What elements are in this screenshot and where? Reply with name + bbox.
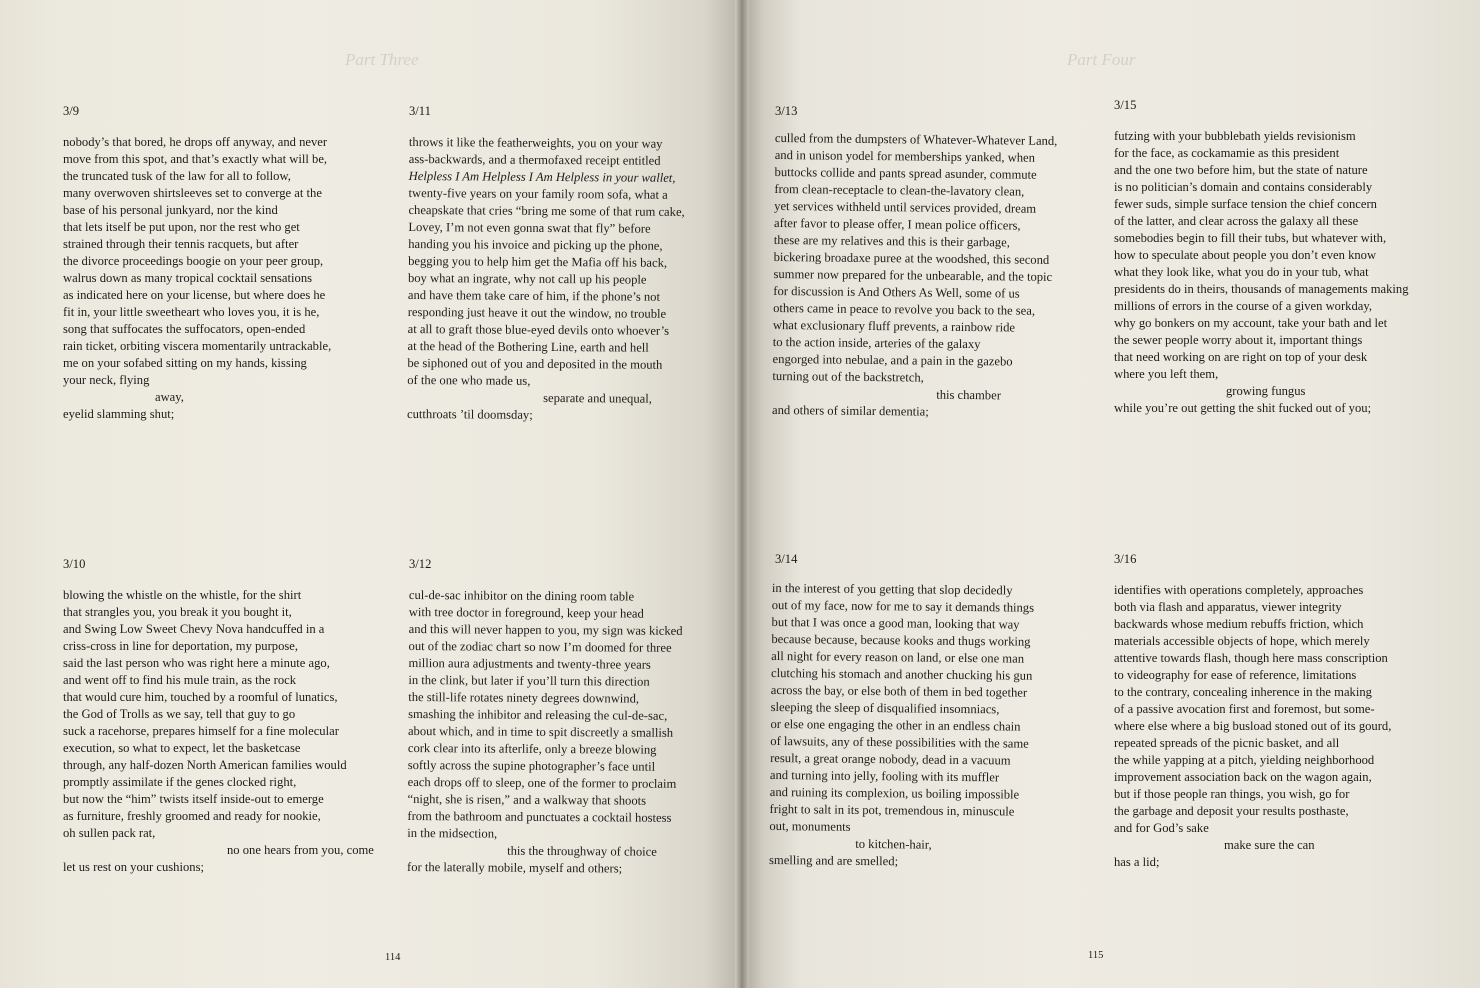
- text-line: promptly assimilate if the genes clocked right,: [63, 775, 297, 789]
- text-line: the truncated tusk of the law for all to follow,: [63, 169, 291, 183]
- text-line: the still-life rotates ninety degrees downwind,: [408, 689, 640, 706]
- text-line: move from this spot, and that’s exactly what will be,: [63, 152, 328, 166]
- text-line: walrus down as many tropical cocktail sensations: [63, 271, 313, 285]
- text-line: both via flash and apparatus, viewer integrity: [1114, 600, 1342, 614]
- text-line: base of his personal junkyard, nor the kind: [63, 203, 278, 217]
- text-line: through, any half-dozen North American families would: [63, 758, 347, 772]
- text-line: about which, and in time to spit discreetly a smallish: [407, 723, 674, 740]
- text-line: blowing the whistle on the whistle, for the shirt: [63, 588, 302, 602]
- text-line: what exclusionary fluff prevents, a rainbow ride: [772, 317, 1016, 335]
- text-line: where else where a big busload stoned out of its gourd,: [1114, 719, 1392, 733]
- entry-text: [63, 587, 374, 876]
- page-number: 114: [385, 952, 401, 963]
- entry-text: [1114, 582, 1391, 871]
- text-line: attentive towards flash, though here mass conscription: [1114, 651, 1388, 665]
- text-line: presidents do in theirs, thousands of managements making: [1114, 282, 1409, 296]
- book-gutter: [735, 0, 749, 988]
- text-line: with tree doctor in foreground, keep your head: [408, 604, 644, 621]
- text-line: result, a great orange nobody, dead in a vacuum: [770, 750, 1011, 768]
- text-line: the garbage and deposit your results posthaste,: [1114, 804, 1349, 818]
- text-line: cul-de-sac inhibitor on the dining room table: [408, 588, 635, 604]
- text-line: somebodies begin to fill their tubs, but whatever with,: [1114, 231, 1387, 245]
- text-line: song that suffocates the suffocators, open-ended: [63, 322, 306, 336]
- entry-date: 3/12: [409, 557, 432, 571]
- text-line: fright to salt in its pot, tremendous in, minuscule: [769, 801, 1015, 819]
- text-line: identifies with operations completely, approaches: [1114, 583, 1364, 597]
- text-line: for the face, as cockamamie as this president: [1114, 146, 1340, 160]
- text-line: “night, she is risen,” and a walkway that shoots: [407, 791, 647, 808]
- text-line: said the last person who was right here a minute ago,: [63, 656, 330, 670]
- text-line: smashing the inhibitor and releasing the cul-de-sac,: [408, 706, 668, 723]
- text-line: as furniture, freshly groomed and ready for nookie,: [63, 809, 321, 823]
- text-line: has a lid;: [1114, 855, 1160, 869]
- entry-text: [63, 134, 331, 423]
- text-line: your neck, flying: [63, 373, 150, 387]
- text-line: and in unison yodel for memberships yanked, when: [774, 147, 1036, 165]
- text-line: no one hears from you, come: [227, 843, 374, 857]
- text-line: let us rest on your cushions;: [63, 860, 204, 874]
- text-line: cutthroats ’til doomsday;: [406, 406, 533, 422]
- text-line: in the interest of you getting that slop decidedly: [771, 580, 1013, 598]
- text-line: each drops off to sleep, one of the former to proclaim: [407, 774, 677, 791]
- text-line: sleeping the sleep of disqualified insomniacs,: [770, 699, 1000, 717]
- text-line: of a passive avocation first and foremost, but some-: [1114, 702, 1375, 716]
- text-line: and others of similar dementia;: [771, 402, 929, 419]
- text-line: repeated spreads of the picnic basket, and all: [1114, 736, 1340, 750]
- text-line: and have them take care of him, if the phone’s not: [407, 287, 661, 304]
- text-line: futzing with your bubblebath yields revisionism: [1114, 129, 1356, 143]
- text-line: how to speculate about people you don’t even know: [1114, 248, 1377, 262]
- entry-date: 3/9: [63, 104, 80, 118]
- text-line: the divorce proceedings boogie on your peer group,: [63, 254, 324, 268]
- text-line: of the one who made us,: [407, 372, 531, 388]
- text-line: execution, so what to expect, let the basketcase: [63, 741, 301, 755]
- entry-date: 3/11: [409, 104, 431, 118]
- text-line: the sewer people worry about it, important things: [1114, 333, 1363, 347]
- entry-text: [407, 587, 683, 878]
- text-line: smelling and are smelled;: [768, 852, 899, 869]
- text-line: to the action inside, arteries of the galaxy: [772, 334, 981, 352]
- entry-date: 3/15: [1114, 98, 1137, 112]
- text-line: across the bay, or else both of them in bed together: [770, 682, 1028, 700]
- text-line: after favor to please offer, I mean police officers,: [773, 215, 1021, 233]
- text-line: Lovey, I’m not even gonna swat that fly” before: [408, 219, 651, 236]
- text-line: because because, because kooks and thugs working: [771, 631, 1031, 649]
- text-line: summer now prepared for the unbearable, and the topic: [773, 266, 1053, 284]
- text-line: criss-cross in line for deportation, my purpose,: [63, 639, 299, 653]
- text-line: be siphoned out of you and deposited in the mouth: [407, 355, 663, 372]
- text-line: cheapskate that cries “bring me some of that rum cake,: [408, 202, 685, 219]
- text-line: suck a racehorse, prepares himself for a fine molecular: [63, 724, 339, 738]
- text-line: is no politician’s domain and contains considerably: [1114, 180, 1373, 194]
- text-line: where you left them,: [1114, 367, 1219, 381]
- text-line: make sure the can: [1224, 838, 1315, 852]
- text-line: to kitchen-hair,: [855, 836, 932, 852]
- text-line: this the throughway of choice: [507, 843, 657, 859]
- ghost-header-right: Part Four: [1067, 50, 1136, 69]
- text-line: away,: [155, 390, 184, 404]
- text-line: and Swing Low Sweet Chevy Nova handcuffed in a: [63, 622, 325, 636]
- text-line: Helpless I Am Helpless I Am Helpless in your wallet,: [408, 168, 676, 185]
- entry-text: [772, 130, 1057, 422]
- text-line: begging you to help him get the Mafia off his back,: [408, 253, 668, 270]
- text-line: from the bathroom and punctuates a cocktail hostess: [407, 808, 672, 825]
- entry-date: 3/14: [775, 552, 798, 566]
- text-line: nobody’s that bored, he drops off anyway, and never: [63, 135, 328, 149]
- text-line: me on your sofabed sitting on my hands, kissing: [63, 356, 307, 370]
- text-line: turning out of the backstretch,: [772, 368, 924, 385]
- text-line: for the laterally mobile, myself and others;: [406, 859, 623, 876]
- text-line: and went off to find his mule train, as the rock: [63, 673, 297, 687]
- text-line: boy what an ingrate, why not call up his people: [407, 270, 647, 287]
- text-line: and for God’s sake: [1114, 821, 1209, 835]
- text-line: at all to graft those blue-eyed devils onto whoever’s: [407, 321, 670, 338]
- right-page: [742, 0, 1480, 988]
- entry-date: 3/16: [1114, 552, 1137, 566]
- text-line: million aura adjustments and twenty-three years: [408, 655, 651, 672]
- text-line: in the clink, but later if you’ll turn this direction: [408, 672, 650, 689]
- text-line: handing you his invoice and picking up the phone,: [408, 236, 663, 253]
- text-line: the while yapping at a pitch, yielding neighborhood: [1114, 753, 1375, 767]
- text-line: the God of Trolls as we say, tell that guy to go: [63, 707, 296, 721]
- entry-text: [1114, 128, 1409, 417]
- text-line: out of the zodiac chart so now I’m doomed for three: [408, 638, 672, 655]
- text-line: while you’re out getting the shit fucked out of you;: [1114, 401, 1372, 415]
- text-line: that need working on are right on top of your desk: [1114, 350, 1368, 364]
- text-line: to the contrary, concealing inherence in the making: [1114, 685, 1372, 699]
- ghost-header-left: Part Three: [345, 50, 419, 69]
- text-line: others came in peace to revolve you back to the sea,: [773, 300, 1036, 318]
- text-line: throws it like the featherweights, you on your way: [408, 134, 663, 151]
- text-line: as indicated here on your license, but where does he: [63, 288, 326, 302]
- text-line: strained through their tennis racquets, but after: [63, 237, 299, 251]
- text-line: responding just heave it out the window, no trouble: [407, 304, 667, 321]
- text-line: why go bonkers on my account, take your bath and let: [1114, 316, 1388, 330]
- text-line: of lawsuits, any of these possibilities with the same: [770, 733, 1029, 751]
- entry-text: [407, 134, 685, 425]
- text-line: engorged into nebulae, and a pain in the gazebo: [772, 351, 1013, 369]
- text-line: separate and unequal,: [543, 390, 652, 406]
- text-line: buttocks collide and pants spread asunder, commute: [774, 164, 1037, 182]
- text-line: millions of errors in the course of a given workday,: [1114, 299, 1372, 313]
- entry-date: 3/10: [63, 557, 86, 571]
- text-line: oh sullen pack rat,: [63, 826, 156, 840]
- text-line: softly across the supine photographer’s face until: [407, 757, 656, 774]
- text-line: yet services withheld until services provided, dream: [774, 198, 1037, 216]
- text-line: fewer suds, simple surface tension the chief concern: [1114, 197, 1377, 211]
- text-line: all night for every reason on land, or else one man: [771, 648, 1025, 666]
- text-line: that would cure him, touched by a roomful of lunatics,: [63, 690, 338, 704]
- text-line: what they look like, what you do in your tub, what: [1114, 265, 1369, 279]
- text-line: fit in, your little sweetheart who loves you, it is he,: [63, 305, 320, 319]
- text-line: materials accessible objects of hope, which merely: [1114, 634, 1370, 648]
- text-line: or else one engaging the other in an endless chain: [770, 716, 1021, 734]
- text-line: many overwoven shirtsleeves set to converge at the: [63, 186, 322, 200]
- text-line: but now the “him” twists itself inside-out to emerge: [63, 792, 324, 806]
- text-line: backwards whose medium rebuffs friction, which: [1114, 617, 1364, 631]
- text-line: clutching his stomach and another chucking his gun: [770, 665, 1033, 683]
- text-line: for discussion is And Others As Well, some of us: [773, 283, 1020, 301]
- text-line: at the head of the Bothering Line, earth and hell: [407, 338, 649, 355]
- text-line: of the latter, and clear across the galaxy all these: [1114, 214, 1359, 228]
- entry-date: 3/13: [775, 104, 798, 118]
- text-line: eyelid slamming shut;: [63, 407, 175, 421]
- text-line: from clean-receptacle to clean-the-lavatory clean,: [774, 181, 1025, 199]
- text-line: ass-backwards, and a thermofaxed receipt entitled: [408, 151, 661, 168]
- text-line: growing fungus: [1226, 384, 1306, 398]
- text-line: this chamber: [936, 387, 1002, 403]
- text-line: culled from the dumpsters of Whatever-Whatever Land,: [774, 130, 1058, 148]
- text-line: cork clear into its afterlife, only a breeze blowing: [407, 740, 657, 757]
- page-number: 115: [1088, 950, 1104, 961]
- text-line: out, monuments: [769, 818, 851, 834]
- entry-text: [769, 580, 1034, 872]
- text-line: in the midsection,: [407, 825, 498, 841]
- text-line: improvement association back on the wagon again,: [1114, 770, 1372, 784]
- text-line: out of my face, now for me to say it demands things: [771, 597, 1035, 615]
- text-line: twenty-five years on your family room sofa, what a: [408, 185, 668, 202]
- text-line: and ruining its complexion, us boiling impossible: [769, 784, 1020, 802]
- text-line: these are my relatives and this is their garbage,: [773, 232, 1010, 250]
- text-line: but if those people ran things, you wish, go for: [1114, 787, 1350, 801]
- text-line: to videography for ease of reference, limitations: [1114, 668, 1357, 682]
- text-line: rain ticket, orbiting viscera momentarily untrackable,: [63, 339, 332, 353]
- text-line: that strangles you, you break it you bought it,: [63, 605, 292, 619]
- text-line: and this will never happen to you, my sign was kicked: [408, 621, 683, 638]
- text-line: and the one two before him, but the state of nature: [1114, 163, 1368, 177]
- text-line: and turning into jelly, fooling with its muffler: [769, 767, 1000, 785]
- text-line: but that I was once a good man, looking that way: [771, 614, 1020, 632]
- text-line: that lets itself be put upon, nor the rest who get: [63, 220, 300, 234]
- text-line: bickering broadaxe puree at the woodshed, this second: [773, 249, 1050, 267]
